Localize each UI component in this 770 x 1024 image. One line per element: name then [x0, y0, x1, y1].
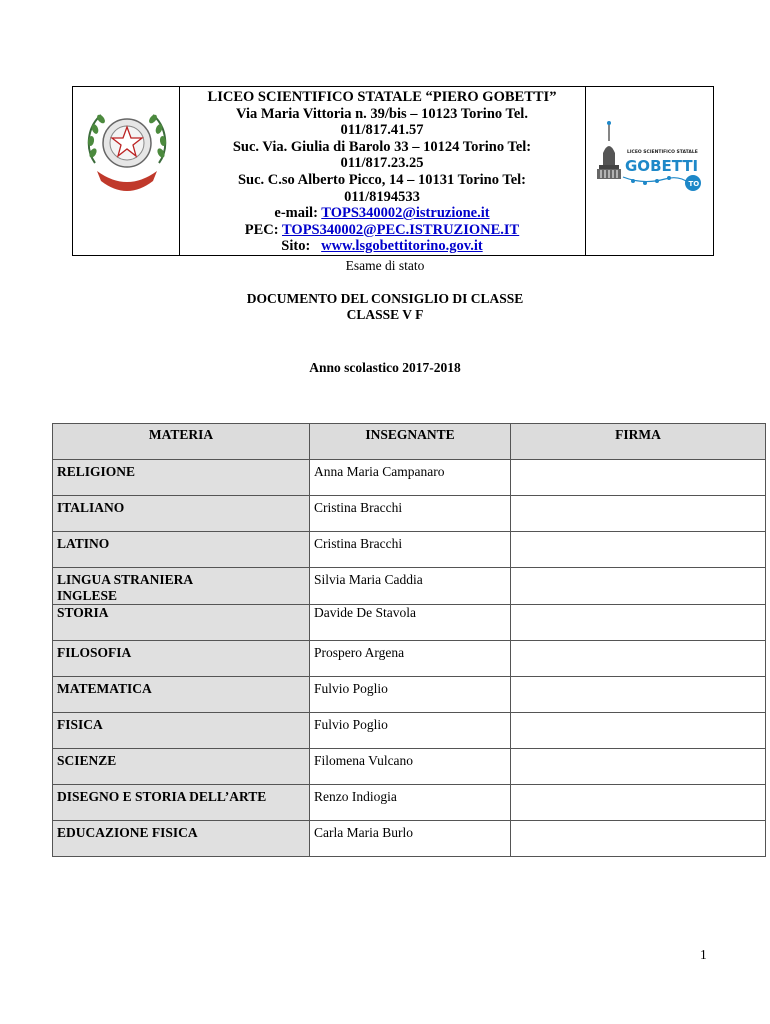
pec-line	[179, 222, 585, 239]
subjects-table	[52, 423, 766, 857]
column-header-materia: MATERIA	[53, 424, 310, 460]
teacher-cell: Fulvio Poglio	[310, 677, 511, 713]
pec-link[interactable]: TOPS340002@PEC.ISTRUZIONE.IT	[282, 221, 520, 238]
signature-cell	[511, 605, 766, 641]
republic-emblem	[81, 101, 173, 201]
exam-label: Esame di stato	[345, 258, 425, 273]
subject-cell: LATINO	[53, 532, 310, 568]
subject-cell: MATEMATICA	[53, 677, 310, 713]
svg-text:GOBETTI: GOBETTI	[625, 157, 699, 175]
svg-text:TO: TO	[688, 180, 700, 188]
site-link[interactable]: www.lsgobettitorino.gov.it	[321, 238, 483, 255]
teacher-cell: Silvia Maria Caddia	[310, 568, 511, 605]
teacher-cell: Davide De Stavola	[310, 605, 511, 641]
teacher-cell: Anna Maria Campanaro	[310, 460, 511, 496]
teacher-cell: Filomena Vulcano	[310, 749, 511, 785]
school-info	[179, 89, 585, 255]
signature-cell	[511, 568, 766, 605]
subject-cell: ITALIANO	[53, 496, 310, 532]
header-box	[72, 86, 714, 256]
column-header-firma: FIRMA	[511, 424, 766, 460]
subject-cell: LINGUA STRANIERA INGLESE	[53, 568, 310, 605]
site-line	[179, 238, 585, 255]
subject-cell: DISEGNO E STORIA DELL’ARTE	[53, 785, 310, 821]
table-row	[53, 677, 766, 713]
signature-cell	[511, 821, 766, 857]
email-link[interactable]: TOPS340002@istruzione.it	[321, 205, 490, 222]
signature-cell	[511, 496, 766, 532]
signature-cell	[511, 460, 766, 496]
header-divider	[585, 87, 586, 255]
class-title: CLASSE V F	[346, 307, 424, 322]
svg-text:LICEO SCIENTIFICO STATALE: LICEO SCIENTIFICO STATALE	[627, 150, 698, 155]
email-line	[179, 205, 585, 222]
phone-line: 011/817.23.25	[340, 155, 424, 172]
signature-cell	[511, 641, 766, 677]
subject-cell: STORIA	[53, 605, 310, 641]
signature-cell	[511, 713, 766, 749]
table-row	[53, 496, 766, 532]
school-year: Anno scolastico 2017-2018	[309, 360, 461, 375]
teacher-cell: Cristina Bracchi	[310, 496, 511, 532]
signature-cell	[511, 532, 766, 568]
table-row	[53, 568, 766, 605]
address-line: Suc. Via. Giulia di Barolo 33 – 10124 Torino Tel:	[232, 138, 532, 155]
signature-cell	[511, 749, 766, 785]
subject-cell: SCIENZE	[53, 749, 310, 785]
teacher-cell: Carla Maria Burlo	[310, 821, 511, 857]
subject-cell: RELIGIONE	[53, 460, 310, 496]
document-title: DOCUMENTO DEL CONSIGLIO DI CLASSE	[246, 291, 524, 306]
table-row	[53, 785, 766, 821]
signature-cell	[511, 677, 766, 713]
subject-cell: EDUCAZIONE FISICA	[53, 821, 310, 857]
teacher-cell: Prospero Argena	[310, 641, 511, 677]
table-row	[53, 605, 766, 641]
teacher-cell: Cristina Bracchi	[310, 532, 511, 568]
signature-cell	[511, 785, 766, 821]
table-row	[53, 821, 766, 857]
school-name: LICEO SCIENTIFICO STATALE “PIERO GOBETTI”	[207, 89, 557, 105]
teacher-cell: Renzo Indiogia	[310, 785, 511, 821]
site-label: Sito:	[281, 238, 311, 255]
address-line: Suc. C.so Alberto Picco, 14 – 10131 Torino Tel:	[237, 171, 526, 188]
subject-cell: FISICA	[53, 713, 310, 749]
subject-cell: FILOSOFIA	[53, 641, 310, 677]
phone-line: 011/8194533	[344, 188, 420, 205]
page-number: 1	[700, 947, 707, 962]
table-header-row	[53, 424, 766, 460]
table-row	[53, 749, 766, 785]
teacher-cell: Fulvio Poglio	[310, 713, 511, 749]
table-row	[53, 532, 766, 568]
table-row	[53, 460, 766, 496]
table-row	[53, 641, 766, 677]
email-label: e-mail:	[274, 205, 318, 222]
address-line: Via Maria Vittoria n. 39/bis – 10123 Torino Tel.	[236, 105, 528, 122]
column-header-insegnante: INSEGNANTE	[310, 424, 511, 460]
gobetti-logo	[593, 117, 705, 197]
pec-label: PEC:	[244, 221, 279, 238]
table-row	[53, 713, 766, 749]
phone-line: 011/817.41.57	[340, 122, 424, 139]
